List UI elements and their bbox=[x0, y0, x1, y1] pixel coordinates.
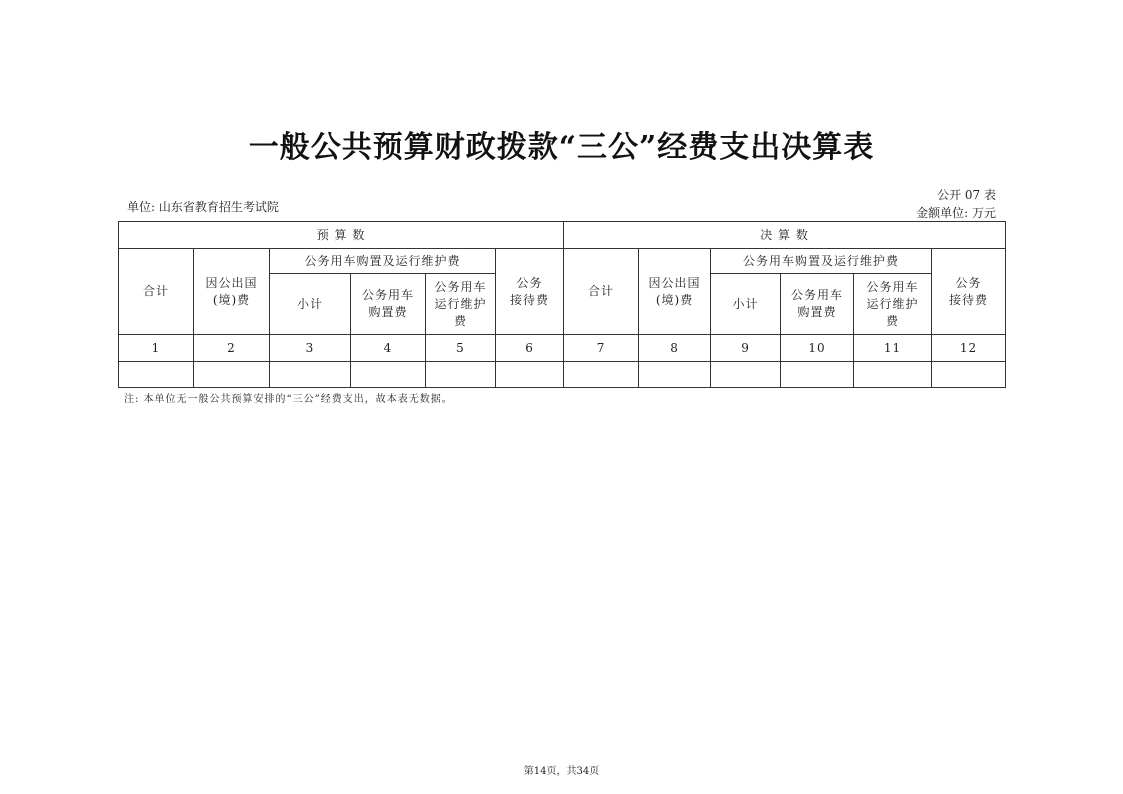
col-number: 11 bbox=[854, 335, 932, 362]
operate-line1: 公务用车 bbox=[866, 279, 919, 294]
final-total-header: 合计 bbox=[564, 249, 639, 335]
abroad-line2: (境)费 bbox=[655, 292, 694, 307]
col-number: 6 bbox=[496, 335, 564, 362]
final-reception-header bbox=[932, 249, 1006, 335]
budget-header: 预 算 数 bbox=[119, 222, 564, 249]
purchase-line2: 购置费 bbox=[368, 305, 408, 319]
abroad-line2: (境)费 bbox=[212, 292, 251, 307]
operate-line2: 运行维护 bbox=[434, 296, 487, 311]
budget-subtotal-header: 小计 bbox=[270, 274, 351, 335]
purchase-line2: 购置费 bbox=[797, 305, 837, 319]
col-number: 1 bbox=[119, 335, 194, 362]
data-cell bbox=[426, 362, 496, 388]
final-header: 决 算 数 bbox=[564, 222, 1006, 249]
purchase-line1: 公务用车 bbox=[791, 288, 844, 302]
budget-vehicle-group-header: 公务用车购置及运行维护费 bbox=[270, 249, 496, 274]
budget-abroad-header bbox=[194, 249, 270, 335]
col-number: 7 bbox=[564, 335, 639, 362]
data-cell bbox=[932, 362, 1006, 388]
operate-line2: 运行维护 bbox=[866, 296, 919, 311]
col-number: 9 bbox=[711, 335, 781, 362]
col-number: 2 bbox=[194, 335, 270, 362]
col-number: 3 bbox=[270, 335, 351, 362]
final-operate-header bbox=[854, 274, 932, 335]
data-cell bbox=[119, 362, 194, 388]
operate-line3: 费 bbox=[453, 313, 467, 328]
data-cell bbox=[639, 362, 711, 388]
col-number: 5 bbox=[426, 335, 496, 362]
data-cell bbox=[711, 362, 781, 388]
column-number-row bbox=[119, 335, 1006, 362]
final-subtotal-header: 小计 bbox=[711, 274, 781, 335]
amount-unit: 金额单位: 万元 bbox=[916, 206, 996, 220]
final-abroad-header bbox=[639, 249, 711, 335]
final-vehicle-group-header: 公务用车购置及运行维护费 bbox=[711, 249, 932, 274]
abroad-line1: 因公出国 bbox=[648, 275, 701, 290]
data-cell bbox=[270, 362, 351, 388]
col-number: 4 bbox=[351, 335, 426, 362]
abroad-line1: 因公出国 bbox=[205, 275, 258, 290]
reception-line2: 接待费 bbox=[510, 292, 550, 307]
budget-total-header: 合计 bbox=[119, 249, 194, 335]
reception-line1: 公务 bbox=[516, 275, 543, 290]
table-row bbox=[119, 362, 1006, 388]
col-number: 12 bbox=[932, 335, 1006, 362]
unit-label: 单位: 山东省教育招生考试院 bbox=[127, 200, 279, 214]
page-number: 第14页，共34页 bbox=[523, 766, 600, 777]
reception-line2: 接待费 bbox=[949, 292, 989, 307]
expenditure-table bbox=[118, 221, 1006, 388]
table-code: 公开 07 表 bbox=[937, 188, 996, 202]
budget-purchase-header bbox=[351, 274, 426, 335]
page-title: 一般公共预算财政拨款“三公”经费支出决算表 bbox=[248, 130, 875, 165]
data-cell bbox=[194, 362, 270, 388]
header-row-2 bbox=[119, 249, 1006, 274]
data-cell bbox=[564, 362, 639, 388]
reception-line1: 公务 bbox=[955, 275, 982, 290]
budget-operate-header bbox=[426, 274, 496, 335]
purchase-line1: 公务用车 bbox=[361, 288, 414, 302]
budget-reception-header bbox=[496, 249, 564, 335]
table-note: 注: 本单位无一般公共预算安排的“三公”经费支出，故本表无数据。 bbox=[124, 394, 453, 405]
data-cell bbox=[781, 362, 854, 388]
data-cell bbox=[351, 362, 426, 388]
header-row-1 bbox=[119, 222, 1006, 249]
data-cell bbox=[496, 362, 564, 388]
col-number: 8 bbox=[639, 335, 711, 362]
data-cell bbox=[854, 362, 932, 388]
final-purchase-header bbox=[781, 274, 854, 335]
operate-line1: 公务用车 bbox=[434, 279, 487, 294]
operate-line3: 费 bbox=[886, 313, 900, 328]
col-number: 10 bbox=[781, 335, 854, 362]
